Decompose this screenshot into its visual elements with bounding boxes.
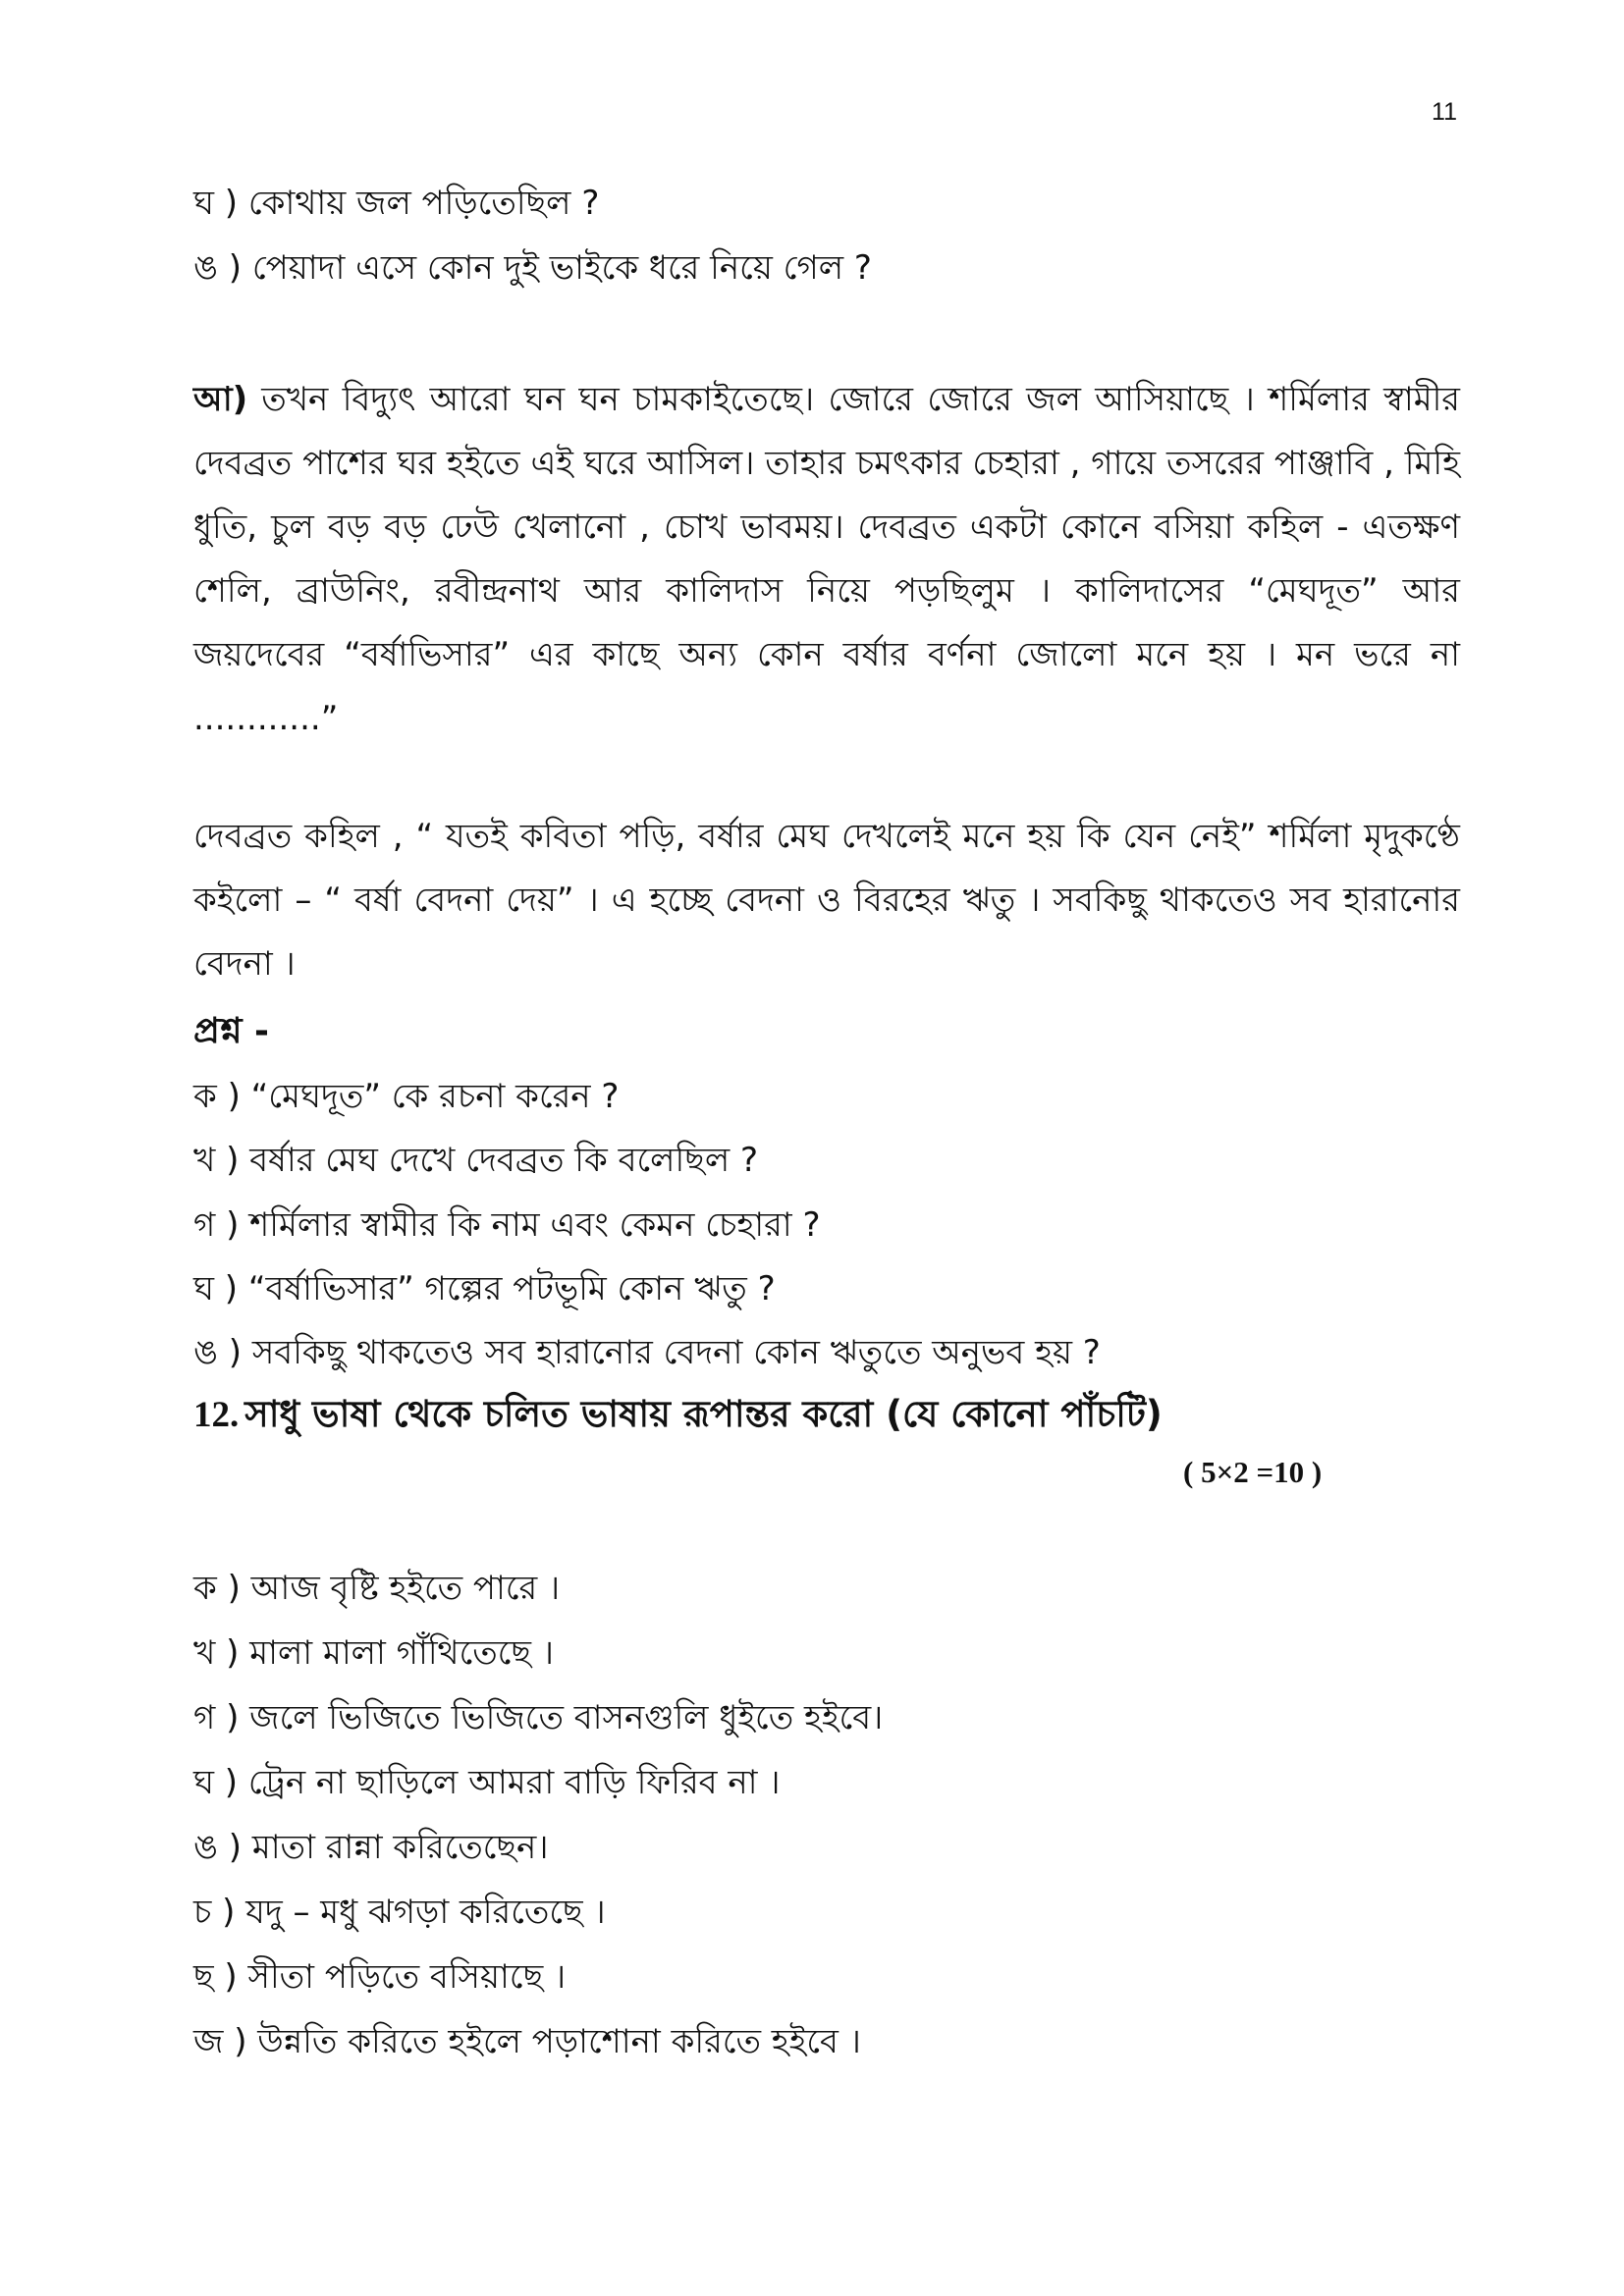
passage-paragraph-1: [193, 368, 1460, 751]
passage-text-1: তখন বিদ্যুৎ আরো ঘন ঘন চামকাইতেছে। জোরে জোরে জল আসিয়াছে । শর্মিলার স্বামীর দেবব্রত পাশের ঘর হইতে এই ঘরে আসিল। তাহার চমৎকার চেহারা , গায়ে তসরের পাঞ্জাবি , মিহি ধুতি, চুল বড় বড় ঢেউ খেলানো , চোখ ভাবময়। দেবব্রত একটা কোনে বসিয়া কহিল - এতক্ষণ শেলি, ব্রাউনিং, রবীন্দ্রনাথ আর কালিদাস নিয়ে পড়ছিলুম । কালিদাসের “মেঘদূত” আর জয়দেবের “বর্ষাভিসার” এর কাছে অন্য কোন বর্ষার বর্ণনা জোলো মনে হয় । মন ভরে না ............”: [193, 380, 1460, 738]
exercise-number: 12.: [193, 1395, 240, 1435]
page-number: 11: [1432, 98, 1457, 126]
exercise-item-chha: ছ ) সীতা পড়িতে বসিয়াছে ।: [193, 1957, 567, 1997]
exercise-marks: ( 5×2 =10 ): [1183, 1455, 1323, 1489]
passage-paragraph-2: দেবব্রত কহিল , “ যতই কবিতা পড়ি, বর্ষার মেঘ দেখলেই মনে হয় কি যেন নেই” শর্মিলা মৃদুকণ্ঠে কইলো – “ বর্ষা বেদনা দেয়” । এ হচ্ছে বেদনা ও বিরহের ঋতু । সবকিছু থাকতেও সব হারানোর বেদনা ।: [193, 817, 1460, 984]
question-heading: প্রশ্ন -: [193, 1011, 270, 1051]
passage-question-umo: ঙ ) সবকিছু থাকতেও সব হারানোর বেদনা কোন ঋতুতে অনুভব হয় ?: [193, 1333, 1101, 1372]
exercise-item-umo: ঙ ) মাতা রান্না করিতেছেন।: [193, 1828, 549, 1867]
exercise-item-kha: খ ) মালা মালা গাঁথিতেছে ।: [193, 1633, 554, 1673]
passage-question-ka: ক ) “মেঘদূত” কে রচনা করেন ?: [193, 1077, 620, 1116]
passage-label: আ): [193, 380, 248, 419]
prev-question-gha: ঘ ) কোথায় জল পড়িতেছিল ?: [193, 184, 600, 223]
exercise-title-text: সাধু ভাষা থেকে চলিত ভাষায় রূপান্তর করো (যে কোনো পাঁচটি): [244, 1393, 1163, 1435]
exercise-item-cha: চ ) যদু – মধু ঝগড়া করিতেছে ।: [193, 1893, 606, 1932]
exercise-item-ja: জ ) উন্নতি করিতে হইলে পড়াশোনা করিতে হইবে ।: [193, 2022, 861, 2061]
exercise-title: [193, 1387, 1163, 1443]
passage-question-ga: গ ) শর্মিলার স্বামীর কি নাম এবং কেমন চেহারা ?: [193, 1205, 821, 1245]
exercise-item-ga: গ ) জলে ভিজিতে ভিজিতে বাসনগুলি ধুইতে হইবে।: [193, 1698, 884, 1737]
prev-question-umo: ঙ ) পেয়াদা এসে কোন দুই ভাইকে ধরে নিয়ে গেল ?: [193, 248, 872, 288]
passage-question-gha: ঘ ) “বর্ষাভিসার” গল্পের পটভূমি কোন ঋতু ?: [193, 1269, 776, 1308]
passage-question-kha: খ ) বর্ষার মেঘ দেখে দেবব্রত কি বলেছিল ?: [193, 1141, 759, 1180]
exercise-item-gha: ঘ ) ট্রেন না ছাড়িলে আমরা বাড়ি ফিরিব না ।: [193, 1763, 781, 1802]
exercise-item-ka: ক ) আজ বৃষ্টি হইতে পারে ।: [193, 1569, 561, 1608]
